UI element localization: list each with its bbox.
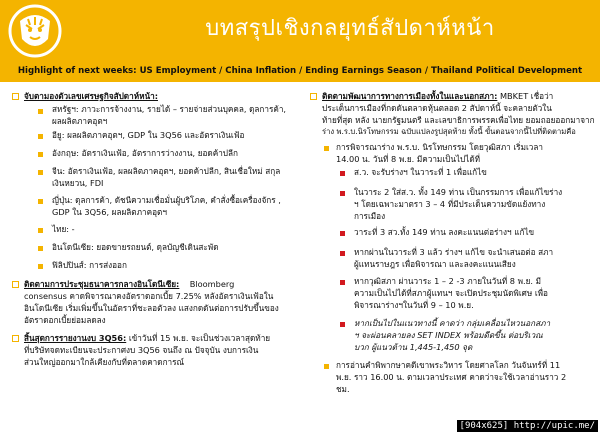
- option-item: บวก ผู้แนวต้าน 1,445-1,450 จุด: [354, 342, 473, 352]
- highlight-bar: [0, 63, 600, 82]
- square-bullet-icon: [38, 152, 43, 157]
- section-indonesia-central-bank: [12, 278, 296, 290]
- section-text: ที่บริษัทจดทะเบียนจะประกาศงบ 3Q56 จนถึง ณ ปัจจุบัน งบการเงิน: [24, 345, 259, 355]
- section-title: สิ้นสุดการรายงานงบ 3Q56:: [24, 333, 127, 343]
- page-title: บทสรุปเชิงกลยุทธ์สัปดาห์หน้า: [205, 16, 495, 41]
- checkbox-bullet-icon: [12, 93, 19, 100]
- option-item: หากผ่านในวาระที่ 3 แล้ว ร่างฯ แก้ไข จะนำเสนอต่อ สภา: [354, 247, 554, 257]
- tiger-logo-icon: [6, 3, 64, 59]
- section-text: ส่วนใหญ่ออกมาใกล้เคียงกับที่ตลาดคาดการณ์: [24, 357, 185, 367]
- option-item: วาระที่ 3 สว.ทั้ง 149 ท่าน ลงคะแนนต่อร่างฯ แก้ไข: [354, 227, 535, 237]
- list-item: จีน: อัตราเงินเฟ้อ, ผลผลิตภาคอุตฯ, ยอดค้าปลีก, สินเชื่อใหม่ สกุลเงินหยวน, FDI: [52, 166, 281, 188]
- section-text: Bloomberg: [189, 279, 235, 289]
- red-square-bullet-icon: [340, 231, 345, 236]
- section-text: ร่าง พ.ร.บ.นิรโทษกรรม ฉบับแปลงรูปสุดท้าย ทั้งนี้ ขั้นตอนจากนี้ไปที่ติดตามคือ: [322, 127, 576, 136]
- highlight-text: Highlight of next weeks: US Employment / China Inflation / Ending Earnings Season / Thailand Political Development: [17, 66, 583, 76]
- section-economic-data: [12, 90, 158, 102]
- option-item: ส.ว. จะรับร่างฯ ในวาระที่ 1 เพื่อแก้ไข: [354, 167, 487, 177]
- square-bullet-icon: [324, 146, 329, 151]
- list-item: ไทย: -: [52, 224, 75, 234]
- section-politics: [310, 90, 596, 102]
- checkbox-bullet-icon: [12, 281, 19, 288]
- sub-item-text: 14.00 น. วันที่ 8 พ.ย. มีความเป็นไปได้ที่: [336, 154, 481, 164]
- square-bullet-icon: [38, 246, 43, 251]
- section-text: ท้ายที่สุด หลัง นายกรัฐมนตรี และเลขาธิการพรรคเพื่อไทย ยอมถอยออกมาจาก: [322, 115, 595, 125]
- section-text: MBKET เชื่อว่า: [499, 91, 554, 101]
- square-bullet-icon: [38, 264, 43, 269]
- red-square-bullet-icon: [340, 280, 345, 285]
- square-bullet-icon: [38, 109, 43, 114]
- square-bullet-icon: [38, 199, 43, 204]
- section-title: ติดตามพัฒนาการทางการเมืองทั้งในและนอกสภา:: [322, 91, 498, 101]
- sub-item-text: การพิจารณาร่าง พ.ร.บ. นิรโทษกรรม โดยวุฒิสภา เริ่มเวลา: [336, 142, 543, 152]
- section-text: consensus คาดพิจารณาคงอัตราดอกเบี้ย 7.25% หลังอัตราเงินเฟ้อใน: [24, 291, 274, 301]
- option-item: ในวาระ 2 ใส่ส.ว. ทั้ง 149 ท่าน เป็นกรรมการ เพื่อแก้ไขร่าง: [354, 187, 563, 197]
- option-item: พิจารณาร่างฯในวันที่ 9 – 10 พ.ย.: [354, 300, 474, 310]
- square-bullet-icon: [38, 170, 43, 175]
- option-item: ฯ จะผ่อนคลายลง SET INDEX พร้อมดีดขึ้น ต่อบริเวณ: [354, 330, 543, 340]
- option-item: หากเป็นไปในแนวทางนี้ คาดว่า กลุ่มเคลื่อนไหวนอกสภา: [354, 318, 551, 328]
- section-text: เข้าวันที่ 15 พ.ย. จะเป็นช่วงเวลาสุดท้าย: [128, 333, 271, 343]
- section-text: ประเด็นการเมืองที่กดดันตลาดหุ้นตลอด 2 สัปดาห์นี้ จะคลายตัวใน: [322, 103, 552, 113]
- option-item: ความเป็นไปได้ที่สภาผู้แทนฯ จะเปิดประชุมนัดพิเศษ เพื่อ: [354, 288, 548, 298]
- section-title: จับตามองตัวเลขเศรษฐกิจสัปดาห์หน้า:: [24, 91, 158, 101]
- red-square-bullet-icon: [340, 322, 345, 327]
- list-item: สหรัฐฯ: ภาวะการจ้างงาน, รายได้ – รายจ่ายส่วนบุคคล, ดุลการค้า, ผลผลิตภาคอุตฯ: [52, 104, 287, 126]
- section-text: อินโดนีเซีย เริ่มเพิ่มขึ้นในอัตราที่ชะลอตัวลง แสงกดดันต่อการปรับขึ้นของ: [24, 303, 279, 313]
- list-item: ฟิลิปปินส์: การส่งออก: [52, 260, 127, 270]
- section-text: อัตราดอกเบี้ยย่อมลดลง: [24, 315, 106, 325]
- option-item: ผู้แทนราษฎร เพื่อพิจารณา และลงคะแนนเสียง: [354, 259, 516, 269]
- square-bullet-icon: [38, 228, 43, 233]
- list-item: อังกฤษ: อัตราเงินเฟ้อ, อัตราการว่างงาน, ยอดค้าปลีก: [52, 148, 238, 158]
- option-item: หากวุฒิสภา ผ่านวาระ 1 – 2 -3 ภายในวันที่ 8 พ.ย. มี: [354, 276, 542, 286]
- red-square-bullet-icon: [340, 171, 345, 176]
- header-banner: [0, 0, 600, 63]
- square-bullet-icon: [324, 364, 329, 369]
- sub-item-text: การอ่านคำพิพากษาคดีเขาพระวิหาร โดยศาลโลก วันจันทร์ที่ 11: [336, 360, 561, 370]
- sub-item-text: พ.ย. ราว 16.00 น. ตามเวลาประเทศ คาดว่าจะใช้เวลาอ่านราว 2: [336, 372, 567, 382]
- option-item: ฯ โดยเฉพาะมาตรา 3 – 4 ที่มีประเด็นความขัดแย้งทาง: [354, 199, 546, 209]
- red-square-bullet-icon: [340, 251, 345, 256]
- checkbox-bullet-icon: [12, 335, 19, 342]
- red-square-bullet-icon: [340, 191, 345, 196]
- list-item: อินโดนีเซีย: ยอดขายรถยนต์, ดุลบัญชีเดินสะพัด: [52, 242, 219, 252]
- checkbox-bullet-icon: [310, 93, 317, 100]
- section-title: ติดตามการประชุมธนาคารกลางอินโดนีเซีย:: [24, 279, 180, 289]
- list-item: ญี่ปุ่น: ดุลการค้า, ดัชนีความเชื่อมั่นผู้บริโภค, คำสั่งซื้อเครื่องจักร , GDP ใน 3Q56, ผลผลิตภาคอุตฯ: [52, 195, 281, 217]
- square-bullet-icon: [38, 134, 43, 139]
- watermark-label: [904x625] http://upic.me/: [457, 420, 598, 432]
- option-item: การเมือง: [354, 211, 386, 221]
- sub-item-text: ชม.: [336, 384, 350, 394]
- section-earnings-season: [12, 332, 296, 344]
- list-item: อียู: ผลผลิตภาคอุตฯ, GDP ใน 3Q56 และอัตราเงินเฟ้อ: [52, 130, 245, 140]
